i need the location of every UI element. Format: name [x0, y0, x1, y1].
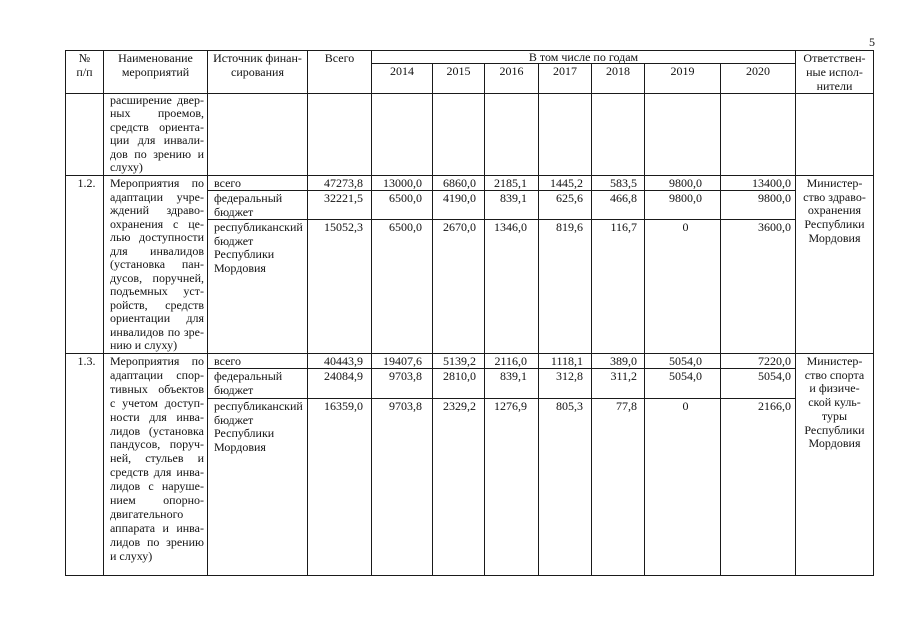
empty-cell — [433, 94, 484, 175]
year-2015-value: 6860,0 — [433, 176, 484, 190]
total-value: 32221,5 — [308, 191, 371, 219]
funding-table — [65, 50, 874, 576]
empty-cell — [66, 94, 103, 175]
header-name — [104, 51, 207, 93]
name-line: Мероприятия по — [110, 176, 204, 190]
year-2016-value: 839,1 — [485, 191, 538, 219]
year-2015-value: 4190,0 — [433, 191, 484, 219]
source-line: всего — [214, 354, 242, 368]
funding-source — [208, 354, 307, 368]
name-line: дусов, поручней, — [110, 270, 204, 285]
row-number: 1.3. — [66, 354, 103, 575]
responsible-line: ской куль- — [808, 395, 861, 410]
responsible-line: ство здраво- — [803, 189, 866, 204]
source-line: бюджет — [214, 233, 254, 248]
header-source-line: Источник финан- — [213, 51, 302, 65]
source-line: бюджет — [214, 204, 254, 219]
year-2018-value: 583,5 — [592, 176, 644, 190]
header-responsible-line: ные испол- — [806, 65, 863, 79]
year-2014-value: 9703,8 — [372, 369, 432, 398]
header-num-line: № — [78, 51, 91, 65]
name-line: лидов с наруше- — [110, 479, 204, 494]
header-year: 2020 — [721, 64, 795, 93]
header-name-line: Наименование — [118, 51, 193, 65]
source-line: республиканский — [214, 220, 303, 234]
header-year: 2018 — [592, 64, 644, 93]
year-2018-value: 466,8 — [592, 191, 644, 219]
source-line: федеральный — [214, 191, 283, 205]
name-line: ных проемов, — [110, 106, 204, 121]
name-line: лидов по зрению — [110, 534, 204, 549]
year-2017-value: 1445,2 — [539, 176, 591, 190]
measure-name — [104, 176, 207, 353]
year-2018-value: 389,0 — [592, 354, 644, 368]
name-line: дов по зрению и — [110, 146, 204, 161]
name-line: средств для инва- — [110, 465, 204, 480]
header-num — [66, 51, 103, 93]
empty-cell — [721, 94, 795, 175]
funding-source — [208, 191, 307, 219]
year-2017-value: 819,6 — [539, 220, 591, 353]
header-year: 2015 — [433, 64, 484, 93]
total-value: 24084,9 — [308, 369, 371, 398]
year-2020-value: 9800,0 — [721, 191, 795, 219]
responsible-line: ство спорта — [804, 367, 865, 382]
year-2018-value: 116,7 — [592, 220, 644, 353]
source-line: Мордовия — [214, 440, 266, 455]
name-line: слуху) — [110, 160, 143, 175]
responsible-line: охранения — [807, 203, 862, 218]
year-2020-value: 7220,0 — [721, 354, 795, 368]
name-line: ройств, средств — [110, 297, 204, 312]
year-2017-value: 805,3 — [539, 399, 591, 575]
year-2014-value: 6500,0 — [372, 220, 432, 353]
header-year: 2017 — [539, 64, 591, 93]
name-line: инвалидов по зре- — [110, 324, 204, 339]
name-line: подъемных уст- — [110, 284, 204, 298]
name-line: ности для инва- — [110, 409, 204, 424]
year-2015-value: 2810,0 — [433, 369, 484, 398]
name-line: расширение двер- — [110, 93, 204, 107]
name-line: ции для инвали- — [110, 133, 204, 148]
responsible-line: Мордовия — [808, 230, 861, 245]
name-line: средств ориента- — [110, 119, 204, 134]
source-line: Республики — [214, 426, 275, 441]
header-responsible — [796, 51, 873, 93]
year-2019-value: 9800,0 — [645, 176, 720, 190]
header-years-group: В том числе по годам — [372, 51, 795, 63]
year-2020-value: 13400,0 — [721, 176, 795, 190]
source-line: федеральный — [214, 369, 283, 383]
name-line: с учетом доступ- — [110, 395, 204, 410]
total-value: 40443,9 — [308, 354, 371, 368]
name-line: адаптации спор- — [110, 367, 204, 382]
name-line: двигательного — [110, 506, 184, 521]
responsible-line: туры — [821, 408, 848, 423]
year-2014-value: 13000,0 — [372, 176, 432, 190]
empty-cell — [645, 94, 720, 175]
total-value: 15052,3 — [308, 220, 371, 353]
name-line: ориентации для — [110, 311, 204, 325]
year-2019-value: 9800,0 — [645, 191, 720, 219]
responsible-line: Министер- — [806, 354, 863, 368]
responsible-line: Министер- — [806, 176, 863, 190]
year-2017-value: 625,6 — [539, 191, 591, 219]
year-2016-value: 839,1 — [485, 369, 538, 398]
year-2020-value: 5054,0 — [721, 369, 795, 398]
source-line: Мордовия — [214, 261, 266, 276]
header-total: Всего — [308, 51, 371, 93]
name-line: адаптации учре- — [110, 189, 204, 204]
source-line: республиканский — [214, 399, 303, 413]
measure-name-continued — [104, 94, 207, 175]
year-2016-value: 2116,0 — [485, 354, 538, 368]
year-2020-value: 2166,0 — [721, 399, 795, 575]
empty-cell — [796, 94, 873, 175]
funding-source — [208, 176, 307, 190]
responsible-party — [796, 354, 873, 575]
year-2018-value: 311,2 — [592, 369, 644, 398]
year-2019-value: 0 — [645, 220, 720, 353]
year-2015-value: 5139,2 — [433, 354, 484, 368]
source-line: бюджет — [214, 412, 254, 427]
empty-cell — [485, 94, 538, 175]
funding-source — [208, 399, 307, 575]
responsible-line: и физиче- — [809, 381, 860, 396]
name-line: пандусов, поруч- — [110, 437, 204, 452]
responsible-line: Республики — [804, 217, 865, 232]
name-line: лидов (установка — [110, 423, 204, 438]
empty-cell — [372, 94, 432, 175]
year-2016-value: 2185,1 — [485, 176, 538, 190]
name-line: ждений здраво- — [110, 203, 204, 217]
name-line: нию и слуху) — [110, 338, 178, 352]
name-line: аппарата и инва- — [110, 520, 204, 535]
header-year: 2014 — [372, 64, 432, 93]
header-year: 2016 — [485, 64, 538, 93]
empty-cell — [308, 94, 371, 175]
responsible-line: Мордовия — [808, 436, 861, 451]
empty-cell — [592, 94, 644, 175]
header-source-line: сирования — [231, 65, 284, 79]
name-line: лью доступности — [110, 230, 204, 244]
year-2017-value: 1118,1 — [539, 354, 591, 368]
name-line: (установка пан- — [110, 257, 204, 271]
header-responsible-line: нители — [816, 79, 853, 93]
name-line: и слуху) — [110, 548, 153, 563]
year-2015-value: 2329,2 — [433, 399, 484, 575]
year-2015-value: 2670,0 — [433, 220, 484, 353]
year-2017-value: 312,8 — [539, 369, 591, 398]
page-number: 5 — [869, 35, 875, 49]
empty-cell — [208, 94, 307, 175]
year-2020-value: 3600,0 — [721, 220, 795, 353]
name-line: ней, стульев и — [110, 451, 204, 466]
year-2016-value: 1346,0 — [485, 220, 538, 353]
responsible-line: Республики — [804, 422, 865, 437]
source-line: всего — [214, 176, 242, 190]
source-line: Республики — [214, 247, 275, 262]
year-2018-value: 77,8 — [592, 399, 644, 575]
row-number: 1.2. — [66, 176, 103, 353]
funding-source — [208, 220, 307, 353]
year-2014-value: 9703,8 — [372, 399, 432, 575]
year-2019-value: 5054,0 — [645, 369, 720, 398]
name-line: тивных объектов — [110, 381, 204, 396]
name-line: Мероприятия по — [110, 354, 204, 368]
name-line: охранения с це- — [110, 216, 204, 231]
measure-name — [104, 354, 207, 575]
header-year: 2019 — [645, 64, 720, 93]
year-2019-value: 0 — [645, 399, 720, 575]
total-value: 47273,8 — [308, 176, 371, 190]
year-2019-value: 5054,0 — [645, 354, 720, 368]
source-line: бюджет — [214, 382, 254, 397]
total-value: 16359,0 — [308, 399, 371, 575]
year-2014-value: 19407,6 — [372, 354, 432, 368]
empty-cell — [539, 94, 591, 175]
responsible-party — [796, 176, 873, 353]
header-responsible-line: Ответствен- — [803, 51, 866, 65]
header-source — [208, 51, 307, 93]
header-num-line: п/п — [76, 65, 93, 79]
name-line: нием опорно- — [110, 493, 204, 508]
funding-source — [208, 369, 307, 398]
name-line: для инвалидов — [110, 243, 204, 258]
year-2014-value: 6500,0 — [372, 191, 432, 219]
year-2016-value: 1276,9 — [485, 399, 538, 575]
header-name-line: мероприятий — [121, 65, 190, 79]
